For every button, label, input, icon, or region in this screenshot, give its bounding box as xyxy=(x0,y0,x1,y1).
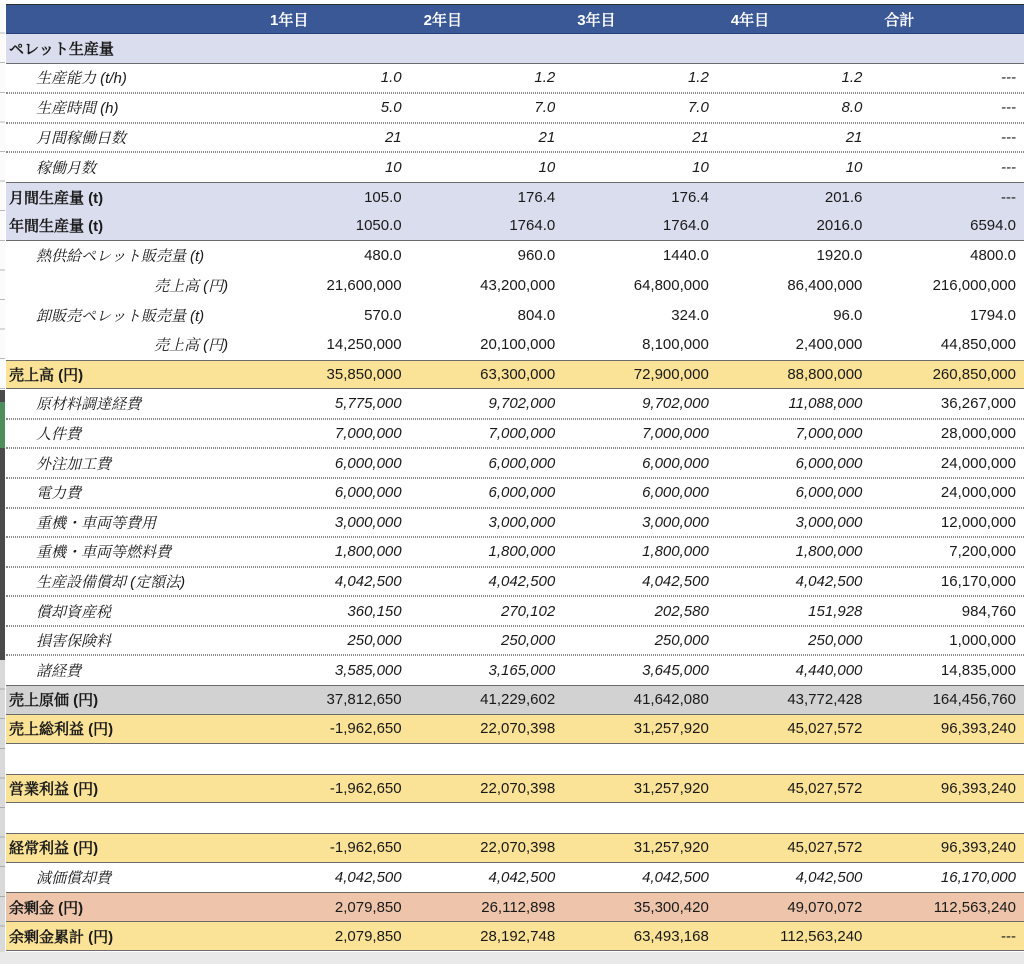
page-bottom-strip xyxy=(0,952,1024,964)
row-label: 経常利益 (円) xyxy=(9,840,99,858)
value-cell: 37,812,650 xyxy=(326,691,402,709)
table-row xyxy=(6,300,1024,330)
table-row xyxy=(6,508,1024,538)
value-cell: 8.0 xyxy=(841,99,863,117)
table-row xyxy=(6,93,1024,123)
row-label: 売上総利益 (円) xyxy=(9,721,114,739)
value-cell: 570.0 xyxy=(364,306,402,324)
value-cell: 6,000,000 xyxy=(795,484,863,502)
value-cell: 3,000,000 xyxy=(334,513,402,531)
value-cell: 31,257,920 xyxy=(633,720,709,738)
value-cell: 22,070,398 xyxy=(480,839,556,857)
table-row xyxy=(6,330,1024,360)
row-label: 卸販売ペレット販売量 (t) xyxy=(36,307,205,325)
value-cell: 164,456,760 xyxy=(932,691,1016,709)
value-cell: 1794.0 xyxy=(970,306,1016,324)
row-label: 諸経費 xyxy=(36,663,82,681)
value-cell: 804.0 xyxy=(517,306,556,324)
value-cell: 45,027,572 xyxy=(787,720,863,738)
table-row xyxy=(6,212,1024,242)
value-cell: 151,928 xyxy=(808,602,863,620)
value-cell: 26,112,898 xyxy=(481,898,556,916)
value-cell: 1.0 xyxy=(380,69,402,87)
value-cell: 4,042,500 xyxy=(642,868,709,886)
row-label: 熱供給ペレット販売量 (t) xyxy=(36,248,205,266)
value-cell: 1.2 xyxy=(534,69,556,87)
value-cell: 3,165,000 xyxy=(488,662,556,680)
row-label: 原材料調達経費 xyxy=(36,395,142,413)
row-label: 重機・車両等費用 xyxy=(36,514,157,532)
value-cell: 7,000,000 xyxy=(642,425,709,443)
value-cell: 6,000,000 xyxy=(334,454,402,472)
value-cell: 10 xyxy=(384,159,402,177)
table-row xyxy=(6,152,1024,182)
value-cell: 44,850,000 xyxy=(940,336,1016,354)
value-cell: 16,170,000 xyxy=(940,868,1016,886)
value-cell: 4,042,500 xyxy=(795,868,863,886)
value-cell: 24,000,000 xyxy=(940,454,1016,472)
value-cell: 96,393,240 xyxy=(940,780,1016,798)
table-row xyxy=(6,596,1024,626)
value-cell: 10 xyxy=(692,159,709,177)
value-cell: 43,200,000 xyxy=(480,277,556,295)
table-row xyxy=(6,685,1024,715)
value-cell: 250,000 xyxy=(500,632,556,650)
value-cell: 1,800,000 xyxy=(488,543,556,561)
table-row xyxy=(6,715,1024,745)
table-row xyxy=(6,863,1024,893)
table-row xyxy=(6,567,1024,597)
table-row xyxy=(6,182,1024,212)
table-row xyxy=(6,389,1024,419)
value-cell: 45,027,572 xyxy=(787,780,863,798)
value-cell: --- xyxy=(1001,129,1016,147)
row-label: 生産能力 (t/h) xyxy=(36,70,127,88)
value-cell: 1764.0 xyxy=(509,217,556,235)
row-label: 外注加工費 xyxy=(36,455,112,473)
table-row xyxy=(6,360,1024,390)
row-label: ペレット生産量 xyxy=(9,40,114,58)
column-header: 4年目 xyxy=(730,11,770,29)
value-cell: -1,962,650 xyxy=(329,780,402,798)
value-cell: 1.2 xyxy=(687,69,709,87)
value-cell: 250,000 xyxy=(347,632,402,650)
value-cell: 3,645,000 xyxy=(642,662,709,680)
value-cell: 4,042,500 xyxy=(642,572,709,590)
value-cell: 14,835,000 xyxy=(940,662,1016,680)
value-cell: --- xyxy=(1001,99,1016,117)
column-header: 2年目 xyxy=(423,11,462,29)
value-cell: 7,000,000 xyxy=(334,425,402,443)
value-cell: 3,585,000 xyxy=(334,662,402,680)
table-row xyxy=(6,774,1024,804)
left-edge-artifact xyxy=(0,660,5,952)
row-label: 余剰金累計 (円) xyxy=(9,928,114,946)
row-label: 余剰金 (円) xyxy=(9,899,84,917)
value-cell: 10 xyxy=(538,159,556,177)
table-row xyxy=(6,448,1024,478)
value-cell: 360,150 xyxy=(347,602,402,620)
value-cell: 36,267,000 xyxy=(940,394,1016,412)
value-cell: 250,000 xyxy=(654,632,709,650)
value-cell: 96,393,240 xyxy=(940,839,1016,857)
value-cell: 6,000,000 xyxy=(642,454,709,472)
value-cell: 3,000,000 xyxy=(488,513,556,531)
value-cell: 4,042,500 xyxy=(488,868,556,886)
value-cell: 6,000,000 xyxy=(488,484,556,502)
value-cell: 324.0 xyxy=(671,306,709,324)
value-cell: 31,257,920 xyxy=(633,839,709,857)
value-cell: 49,070,072 xyxy=(787,898,863,916)
value-cell: 984,760 xyxy=(961,602,1016,620)
table-row xyxy=(6,626,1024,656)
value-cell: 28,192,748 xyxy=(480,927,556,945)
value-cell: 216,000,000 xyxy=(932,277,1016,295)
value-cell: 8,100,000 xyxy=(642,336,709,354)
table-row xyxy=(6,64,1024,94)
value-cell: 1,000,000 xyxy=(949,632,1016,650)
value-cell: 1,800,000 xyxy=(642,543,709,561)
value-cell: 21 xyxy=(538,129,556,147)
value-cell: 2,079,850 xyxy=(334,898,402,916)
value-cell: 6,000,000 xyxy=(642,484,709,502)
value-cell: --- xyxy=(1001,927,1016,945)
value-cell: 22,070,398 xyxy=(480,720,556,738)
row-label: 重機・車両等燃料費 xyxy=(36,544,172,562)
value-cell: 176.4 xyxy=(671,188,709,206)
value-cell: 21 xyxy=(692,129,709,147)
value-cell: 63,300,000 xyxy=(480,365,556,383)
value-cell: 105.0 xyxy=(364,188,402,206)
value-cell: 9,702,000 xyxy=(642,394,709,412)
value-cell: 6,000,000 xyxy=(488,454,556,472)
row-label: 電力費 xyxy=(36,485,82,503)
left-edge-artifact xyxy=(0,4,5,390)
value-cell: 4,042,500 xyxy=(488,572,556,590)
row-label: 生産時間 (h) xyxy=(36,100,119,118)
value-cell: 202,580 xyxy=(654,602,709,620)
table-row xyxy=(6,478,1024,508)
value-cell: 21 xyxy=(384,129,402,147)
row-label: 稼働月数 xyxy=(36,160,97,178)
value-cell: 21 xyxy=(845,129,863,147)
value-cell: 6594.0 xyxy=(970,217,1016,235)
table-row xyxy=(6,419,1024,449)
value-cell: 72,900,000 xyxy=(633,365,709,383)
value-cell: 35,850,000 xyxy=(326,365,402,383)
value-cell: 41,642,080 xyxy=(633,691,709,709)
value-cell: 2,079,850 xyxy=(334,927,402,945)
row-label: 年間生産量 (t) xyxy=(9,218,104,236)
value-cell: 3,000,000 xyxy=(642,513,709,531)
value-cell: 1,800,000 xyxy=(795,543,863,561)
row-label: 売上高 (円) xyxy=(154,337,229,355)
table-row xyxy=(6,833,1024,863)
value-cell: 3,000,000 xyxy=(795,513,863,531)
value-cell: 2,400,000 xyxy=(795,336,863,354)
row-label: 売上高 (円) xyxy=(9,366,84,384)
value-cell: 86,400,000 xyxy=(787,277,863,295)
value-cell: 480.0 xyxy=(364,247,402,265)
value-cell: 35,300,420 xyxy=(633,898,709,916)
value-cell: 88,800,000 xyxy=(787,365,863,383)
value-cell: 96.0 xyxy=(833,306,863,324)
value-cell: 201.6 xyxy=(824,188,863,206)
row-label: 売上原価 (円) xyxy=(9,692,99,710)
value-cell: 1920.0 xyxy=(816,247,863,265)
table-row xyxy=(6,123,1024,153)
value-cell: 6,000,000 xyxy=(334,484,402,502)
value-cell: -1,962,650 xyxy=(329,720,402,738)
value-cell: 16,170,000 xyxy=(940,572,1016,590)
value-cell: 1,800,000 xyxy=(334,543,402,561)
value-cell: 10 xyxy=(845,159,863,177)
value-cell: 4,042,500 xyxy=(334,572,402,590)
value-cell: 250,000 xyxy=(808,632,863,650)
left-edge-artifact xyxy=(0,402,5,448)
value-cell: 45,027,572 xyxy=(787,839,863,857)
value-cell: 21,600,000 xyxy=(326,277,402,295)
row-label: 月間稼働日数 xyxy=(36,130,127,148)
value-cell: 22,070,398 xyxy=(480,780,556,798)
value-cell: 6,000,000 xyxy=(795,454,863,472)
table-body xyxy=(6,34,1024,951)
row-label: 減価償却費 xyxy=(36,869,112,887)
value-cell: 96,393,240 xyxy=(940,720,1016,738)
value-cell: 2016.0 xyxy=(816,217,863,235)
value-cell: 270,102 xyxy=(500,602,556,620)
row-label: 償却資産税 xyxy=(36,603,112,621)
row-label: 営業利益 (円) xyxy=(9,781,99,799)
value-cell: --- xyxy=(1001,188,1016,206)
table-row xyxy=(6,241,1024,271)
value-cell: 7.0 xyxy=(687,99,709,117)
value-cell: 7,200,000 xyxy=(949,543,1016,561)
table-row xyxy=(6,34,1024,64)
row-label: 人件費 xyxy=(36,426,82,444)
value-cell: 960.0 xyxy=(517,247,556,265)
value-cell: --- xyxy=(1001,159,1016,177)
value-cell: 112,563,240 xyxy=(933,898,1016,916)
value-cell: 7.0 xyxy=(534,99,556,117)
value-cell: 31,257,920 xyxy=(633,780,709,798)
value-cell: 12,000,000 xyxy=(940,513,1016,531)
row-label: 月間生産量 (t) xyxy=(9,189,104,207)
value-cell: 41,229,602 xyxy=(480,691,556,709)
value-cell: 1764.0 xyxy=(662,217,709,235)
value-cell: 1.2 xyxy=(841,69,863,87)
row-label: 売上高 (円) xyxy=(154,278,229,296)
row-label: 生産設備償却 (定額法) xyxy=(36,573,186,591)
value-cell: 4,440,000 xyxy=(795,662,863,680)
value-cell: 63,493,168 xyxy=(633,927,709,945)
value-cell: 43,772,428 xyxy=(787,691,863,709)
value-cell: 20,100,000 xyxy=(480,336,556,354)
column-header: 1年目 xyxy=(270,11,309,29)
value-cell: 176.4 xyxy=(517,188,556,206)
table-row xyxy=(6,744,1024,774)
value-cell: -1,962,650 xyxy=(329,839,402,857)
table-row xyxy=(6,892,1024,922)
row-label: 損害保険料 xyxy=(36,633,112,651)
value-cell: 24,000,000 xyxy=(940,484,1016,502)
value-cell: 4,042,500 xyxy=(334,868,402,886)
table-row xyxy=(6,537,1024,567)
value-cell: 4800.0 xyxy=(970,247,1016,265)
table-row xyxy=(6,655,1024,685)
value-cell: 28,000,000 xyxy=(940,425,1016,443)
value-cell: 7,000,000 xyxy=(488,425,556,443)
column-header: 3年目 xyxy=(577,11,616,29)
financial-projection-table xyxy=(6,4,1024,951)
value-cell: --- xyxy=(1001,69,1016,87)
column-header: 合計 xyxy=(884,11,915,29)
value-cell: 5.0 xyxy=(380,99,402,117)
value-cell: 112,563,240 xyxy=(780,927,863,945)
table-row xyxy=(6,922,1024,952)
value-cell: 7,000,000 xyxy=(795,425,863,443)
table-row xyxy=(6,271,1024,301)
value-cell: 1440.0 xyxy=(662,247,709,265)
value-cell: 64,800,000 xyxy=(633,277,709,295)
value-cell: 4,042,500 xyxy=(795,572,863,590)
value-cell: 14,250,000 xyxy=(326,336,402,354)
table-row xyxy=(6,803,1024,833)
value-cell: 9,702,000 xyxy=(488,394,556,412)
table-header-row xyxy=(6,4,1024,34)
value-cell: 1050.0 xyxy=(355,217,402,235)
value-cell: 260,850,000 xyxy=(932,365,1016,383)
value-cell: 5,775,000 xyxy=(334,394,402,412)
value-cell: 11,088,000 xyxy=(788,394,863,412)
